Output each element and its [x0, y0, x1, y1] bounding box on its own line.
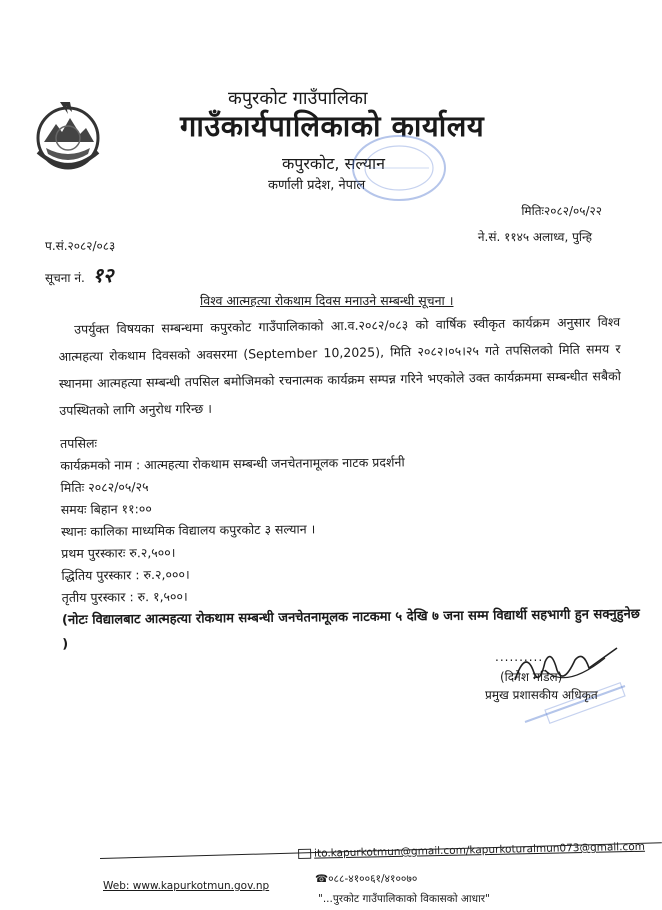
signature-line: ..........: [495, 650, 544, 664]
notice-number-label: सूचना नं.: [45, 271, 85, 285]
signatory-name: (दिनेश मडिल): [500, 670, 563, 684]
office-stamp-icon: [345, 128, 453, 208]
notice-number: [45, 261, 113, 288]
province-country: कर्णाली प्रदेश, नेपाल: [268, 178, 366, 193]
footer-email-text[interactable]: ito.kapurkotmun@gmail.com/kapurkoturalmun073@gmail.com: [313, 840, 646, 860]
first-prize: प्रथम पुरस्कारः रु.२,५००।: [61, 544, 176, 561]
second-prize: द्धितिय पुरस्कार : रु.२,०००।: [61, 566, 190, 583]
org-name: कपुरकोट गाउँपालिका: [228, 88, 368, 109]
signatory-title: प्रमुख प्रशासकीय अधिकृत: [485, 688, 598, 702]
details-heading: तपसिलः: [60, 435, 98, 451]
footer-phone: ☎०८८-४१००६१/४१००७०: [315, 873, 418, 885]
office-location: कपुरकोट, सल्यान: [282, 154, 386, 173]
notice-subject: विश्व आत्महत्या रोकथाम दिवस मनाउने सम्बन्धी सूचना ।: [200, 293, 454, 308]
program-name: कार्यक्रमको नाम : आत्महत्या रोकथाम सम्बन्धी जनचेतनामूलक नाटक प्रदर्शनी: [60, 454, 405, 473]
document-date: मितिः२०८२/०५/२२: [521, 204, 602, 218]
mail-icon: [298, 849, 311, 859]
program-time: समयः बिहान ११:००: [60, 501, 152, 517]
notice-body: उपर्युक्त विषयका सम्बन्धमा कपुरकोट गाउँपालिकाको आ.व.२०८२/०८३ को वार्षिक स्वीकृत कार्यक्रम अनुसार विश्व आत्महत्या रोकथाम दिवसको अवसरमा (September 10,2025), मिति २०८२।०५।२५ गते तपसिलको मिति समय र स्थानमा आत्महत्या सम्बन्धी तपसिल बमोजिमको रचनात्मक कार्यक्रम सम्पन्न गरिने भएकोले उक्त कार्यक्रममा सम्बन्धीत सबैको उपस्थितको लागि अनुरोध गरिन्छ ।: [58, 314, 621, 418]
program-details: [60, 427, 642, 657]
nepal-sambat-date: ने.सं. ११४५ अलाध्व, पुन्हि: [477, 230, 592, 244]
office-name: गाउँकार्यपालिकाको कार्यालय: [180, 109, 485, 143]
third-prize: तृतीय पुरस्कार : रु. १,५००।: [61, 588, 188, 605]
nepal-emblem-icon: [30, 96, 106, 174]
footer-website[interactable]: Web: www.kapurkotmun.gov.np: [103, 880, 270, 892]
participation-note: (नोटः विद्यालबाट आत्महत्या रोकथाम सम्बन्धी जनचेतनामूलक नाटकमा ५ देखि ७ जना सम्म विद्यार्थी सहभागी हुन सक्नुहुनेछ ): [61, 606, 640, 652]
program-date: मितिः २०८२/०५/२५: [60, 479, 149, 495]
program-venue: स्थानः कालिका माध्यमिक विद्यालय कपुरकोट ३ सल्यान ।: [60, 521, 316, 539]
footer-motto: "...पुरकोट गाउँपालिकाको विकासको आधार": [318, 893, 490, 905]
notice-number-value: १२: [92, 263, 114, 287]
reference-number: प.सं.२०८२/०८३: [45, 239, 116, 253]
